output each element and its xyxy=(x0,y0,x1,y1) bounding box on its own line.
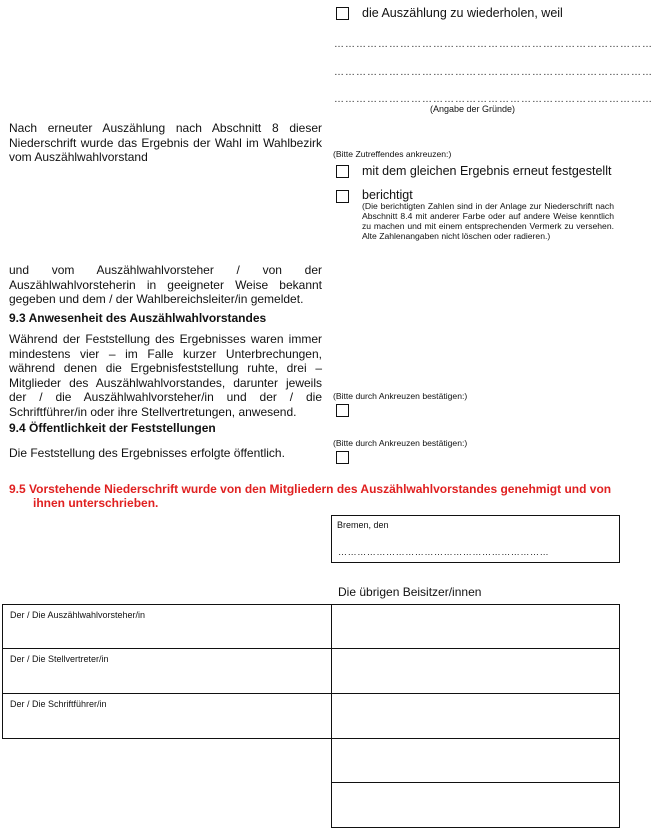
member-signature-cell-1[interactable] xyxy=(332,605,619,648)
secretary-signature-cell[interactable] xyxy=(3,694,331,738)
corrected-note: (Die berichtigten Zahlen sind in der Anlage zur Niederschrift nach Abschnitt 8.4 mit anderer Farbe oder auf andere Weise kenntlich zu machen und mit einem entsprechenden Vermerk zu versehen. Alte Zahlenangaben nicht löschen oder radieren.) xyxy=(362,201,614,241)
section-9-4-hint: (Bitte durch Ankreuzen bestätigen:) xyxy=(333,438,468,448)
corrected-label: berichtigt xyxy=(362,188,413,202)
officers-signature-table xyxy=(2,604,332,739)
reason-line-3[interactable]: …………………………………………………………………………… xyxy=(334,94,653,105)
repeat-count-checkbox[interactable] xyxy=(336,7,349,20)
other-members-heading: Die übrigen Beisitzer/innen xyxy=(338,585,482,599)
place-date-box[interactable] xyxy=(331,515,620,563)
corrected-checkbox[interactable] xyxy=(336,190,349,203)
repeat-count-label: die Auszählung zu wiederholen, weil xyxy=(362,6,563,20)
member-signature-cell-4[interactable] xyxy=(332,739,619,782)
same-result-checkbox[interactable] xyxy=(336,165,349,178)
deputy-signature-cell[interactable] xyxy=(3,649,331,693)
section-9-4-text: Die Feststellung des Ergebnisses erfolgte öffentlich. xyxy=(9,446,285,460)
chair-signature-cell[interactable] xyxy=(3,605,331,648)
reason-line-1[interactable]: …………………………………………………………………………… xyxy=(334,39,653,50)
deputy-label: Der / Die Stellvertreter/in xyxy=(10,654,109,664)
section-9-4-heading: 9.4 Öffentlichkeit der Feststellungen xyxy=(9,421,216,435)
member-signature-cell-3[interactable] xyxy=(332,694,619,738)
date-dotted-line: ………………………………………………………… xyxy=(338,547,550,557)
reasons-caption: (Angabe der Gründe) xyxy=(430,104,516,114)
same-result-label: mit dem gleichen Ergebnis erneut festgestellt xyxy=(362,164,612,178)
member-signature-cell-5[interactable] xyxy=(332,783,619,827)
presence-confirm-checkbox[interactable] xyxy=(336,404,349,417)
secretary-label: Der / Die Schriftführer/in xyxy=(10,699,107,709)
section-9-3-heading: 9.3 Anwesenheit des Auszählwahlvorstandes xyxy=(9,311,267,325)
section-9-3-text: Während der Feststellung des Ergebnisses waren immer mindestens vier – im Falle kurzer Unterbrechungen, während denen die Ergebnisfeststellung ruhte, drei – Mitglieder des Auszählwahlvorstandes, darunter jeweils der / die Auszählwahlvorsteher/in und der / die Schriftführer/in oder ihre Stellvertretungen, anwesend. xyxy=(9,332,322,419)
announcement-text: und vom Auszählwahlvorsteher / von der Auszählwahlvorsteherin in geeigneter Weise bekannt gegeben und dem / der Wahlbereichsleiter/in gemeldet. xyxy=(9,263,322,307)
select-applicable-hint: (Bitte Zutreffendes ankreuzen:) xyxy=(333,149,452,159)
reason-line-2[interactable]: …………………………………………………………………………… xyxy=(334,67,653,78)
members-signature-table xyxy=(331,604,620,828)
place-date-label: Bremen, den xyxy=(337,520,389,530)
member-signature-cell-2[interactable] xyxy=(332,649,619,693)
section-9-3-hint: (Bitte durch Ankreuzen bestätigen:) xyxy=(333,391,468,401)
recount-result-text: Nach erneuter Auszählung nach Abschnitt 8 dieser Niederschrift wurde das Ergebnis der Wahl im Wahlbezirk vom Auszählwahlvorstand xyxy=(9,121,322,165)
section-9-5-heading: 9.5 Vorstehende Niederschrift wurde von den Mitgliedern des Auszählwahlvorstandes genehmigt und von ihnen unterschrieben. xyxy=(9,482,612,510)
chair-label: Der / Die Auszählwahlvorsteher/in xyxy=(10,610,146,620)
public-confirm-checkbox[interactable] xyxy=(336,451,349,464)
